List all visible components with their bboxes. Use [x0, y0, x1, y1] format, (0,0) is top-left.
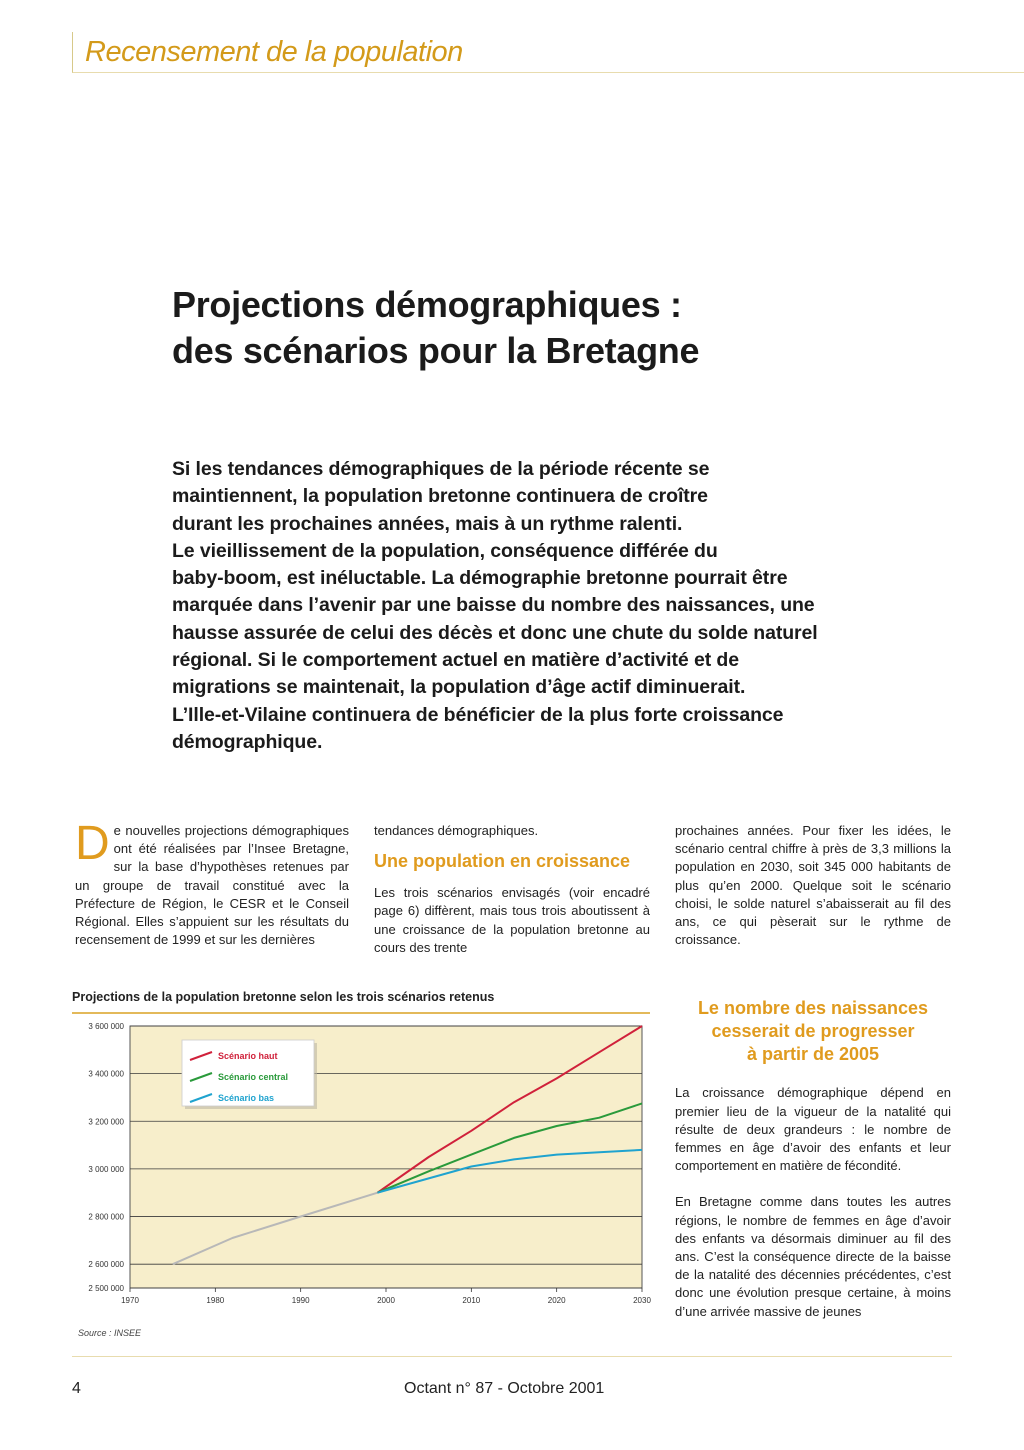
body-column-2 [374, 822, 650, 957]
drop-cap: D [75, 817, 110, 870]
lead-line: régional. Si le comportement actuel en matière d’activité et de [172, 649, 739, 672]
x-tick-label: 2010 [462, 1296, 481, 1305]
body-paragraph: La croissance démographique dépend en premier lieu de la vigueur de la natalité qui résulte de deux grandeurs : le nombre de femmes en âge d’avoir des enfants et leur comportement en matière de fécondité. [675, 1085, 951, 1174]
publication-info: Octant n° 87 - Octobre 2001 [404, 1380, 605, 1397]
section-heading: Une population en croissance [374, 851, 631, 872]
lead-line: maintiennent, la population bretonne continuera de croître [172, 485, 708, 508]
lead-line: baby-boom, est inéluctable. La démographie bretonne pourrait être [172, 567, 788, 590]
legend-label: Scénario haut [218, 1051, 278, 1061]
chart-title: Projections de la population bretonne selon les trois scénarios retenus [72, 990, 495, 1004]
y-tick-label: 2 600 000 [88, 1260, 124, 1270]
y-tick-label: 3 600 000 [88, 1022, 124, 1031]
legend-label: Scénario central [218, 1072, 289, 1082]
lead-line: migrations se maintenait, la population d’âge actif diminuerait. [172, 676, 746, 699]
y-tick-label: 3 000 000 [88, 1164, 124, 1174]
footer-rule [72, 1356, 952, 1357]
lead-line: durant les prochaines années, mais à un rythme ralenti. [172, 512, 683, 535]
section-heading-line: cesserait de progresser [711, 1021, 915, 1042]
title-line-2: des scénarios pour la Bretagne [172, 330, 700, 371]
paragraph-text: e nouvelles projections démographiques ont été réalisées par l’Insee Bretagne, sur la base d’hypothèses retenues par un groupe de travail constitué avec la Préfecture de Région, le CESR et le Conseil Régional. Elles s’appuient sur les résultats du recensement de 1999 et sur les dernières [75, 823, 349, 948]
body-paragraph: prochaines années. Pour fixer les idées, le scénario central chiffre à près de 3,3 millions la population en 2030, soit 345 000 habitants de plus qu’en 2000. Quelque soit le scénario choisi, le solde naturel s’abaisserait au fil des ans, ce qui pèserait sur le rythme de croissance. [675, 823, 951, 948]
x-tick-label: 1980 [206, 1296, 225, 1305]
x-tick-label: 1970 [121, 1296, 139, 1305]
chart-svg [72, 990, 652, 1335]
body-paragraph: tendances démographiques. [374, 823, 539, 838]
x-tick-label: 1990 [291, 1296, 310, 1305]
lead-line: Le vieillissement de la population, conséquence différée du [172, 539, 718, 562]
x-tick-label: 2000 [377, 1296, 395, 1305]
body-column-1 [75, 817, 349, 949]
lead-paragraph [172, 456, 912, 756]
page-title [172, 282, 932, 374]
chart-source: Source : INSEE [78, 1328, 142, 1338]
lead-line: L’Ille-et-Vilaine continuera de bénéficier de la plus forte croissance [172, 703, 784, 726]
body-column-3 [675, 822, 951, 1321]
lead-line: Si les tendances démographiques de la période récente se [172, 458, 710, 480]
running-header [72, 32, 1024, 73]
section-title: Recensement de la population [85, 36, 463, 68]
body-paragraph: En Bretagne comme dans toutes les autres régions, le nombre de femmes en âge d’avoir des enfants va désormais diminuer au fil des ans. C’est la conséquence directe de la baisse de la natalité des décennies précédentes, c’est donc une évolution presque certaine, à moins d’une arrivée massive de jeunes [675, 1194, 951, 1319]
y-tick-label: 2 800 000 [88, 1212, 124, 1222]
x-tick-label: 2020 [547, 1296, 566, 1305]
y-tick-label: 3 400 000 [88, 1069, 124, 1079]
x-tick-label: 2030 [633, 1296, 651, 1305]
lead-line: hausse assurée de celui des décès et donc une chute du solde naturel [172, 621, 818, 644]
section-heading-line: à partir de 2005 [746, 1044, 880, 1065]
y-tick-label: 3 200 000 [88, 1117, 124, 1127]
legend-label: Scénario bas [218, 1093, 275, 1103]
body-paragraph [75, 817, 349, 949]
page-number: 4 [72, 1380, 81, 1397]
population-chart [72, 990, 652, 1350]
section-heading-line: Le nombre des naissances [697, 998, 929, 1019]
y-tick-label: 2 500 000 [88, 1284, 124, 1293]
body-paragraph: Les trois scénarios envisagés (voir encadré page 6) diffèrent, mais tous trois aboutissent à une croissance de la population bretonne au cours des trente [374, 885, 650, 955]
title-line-1: Projections démographiques : [172, 284, 682, 325]
lead-line: marquée dans l’avenir par une baisse du nombre des naissances, une [172, 594, 815, 617]
lead-line: démographique. [172, 730, 323, 753]
